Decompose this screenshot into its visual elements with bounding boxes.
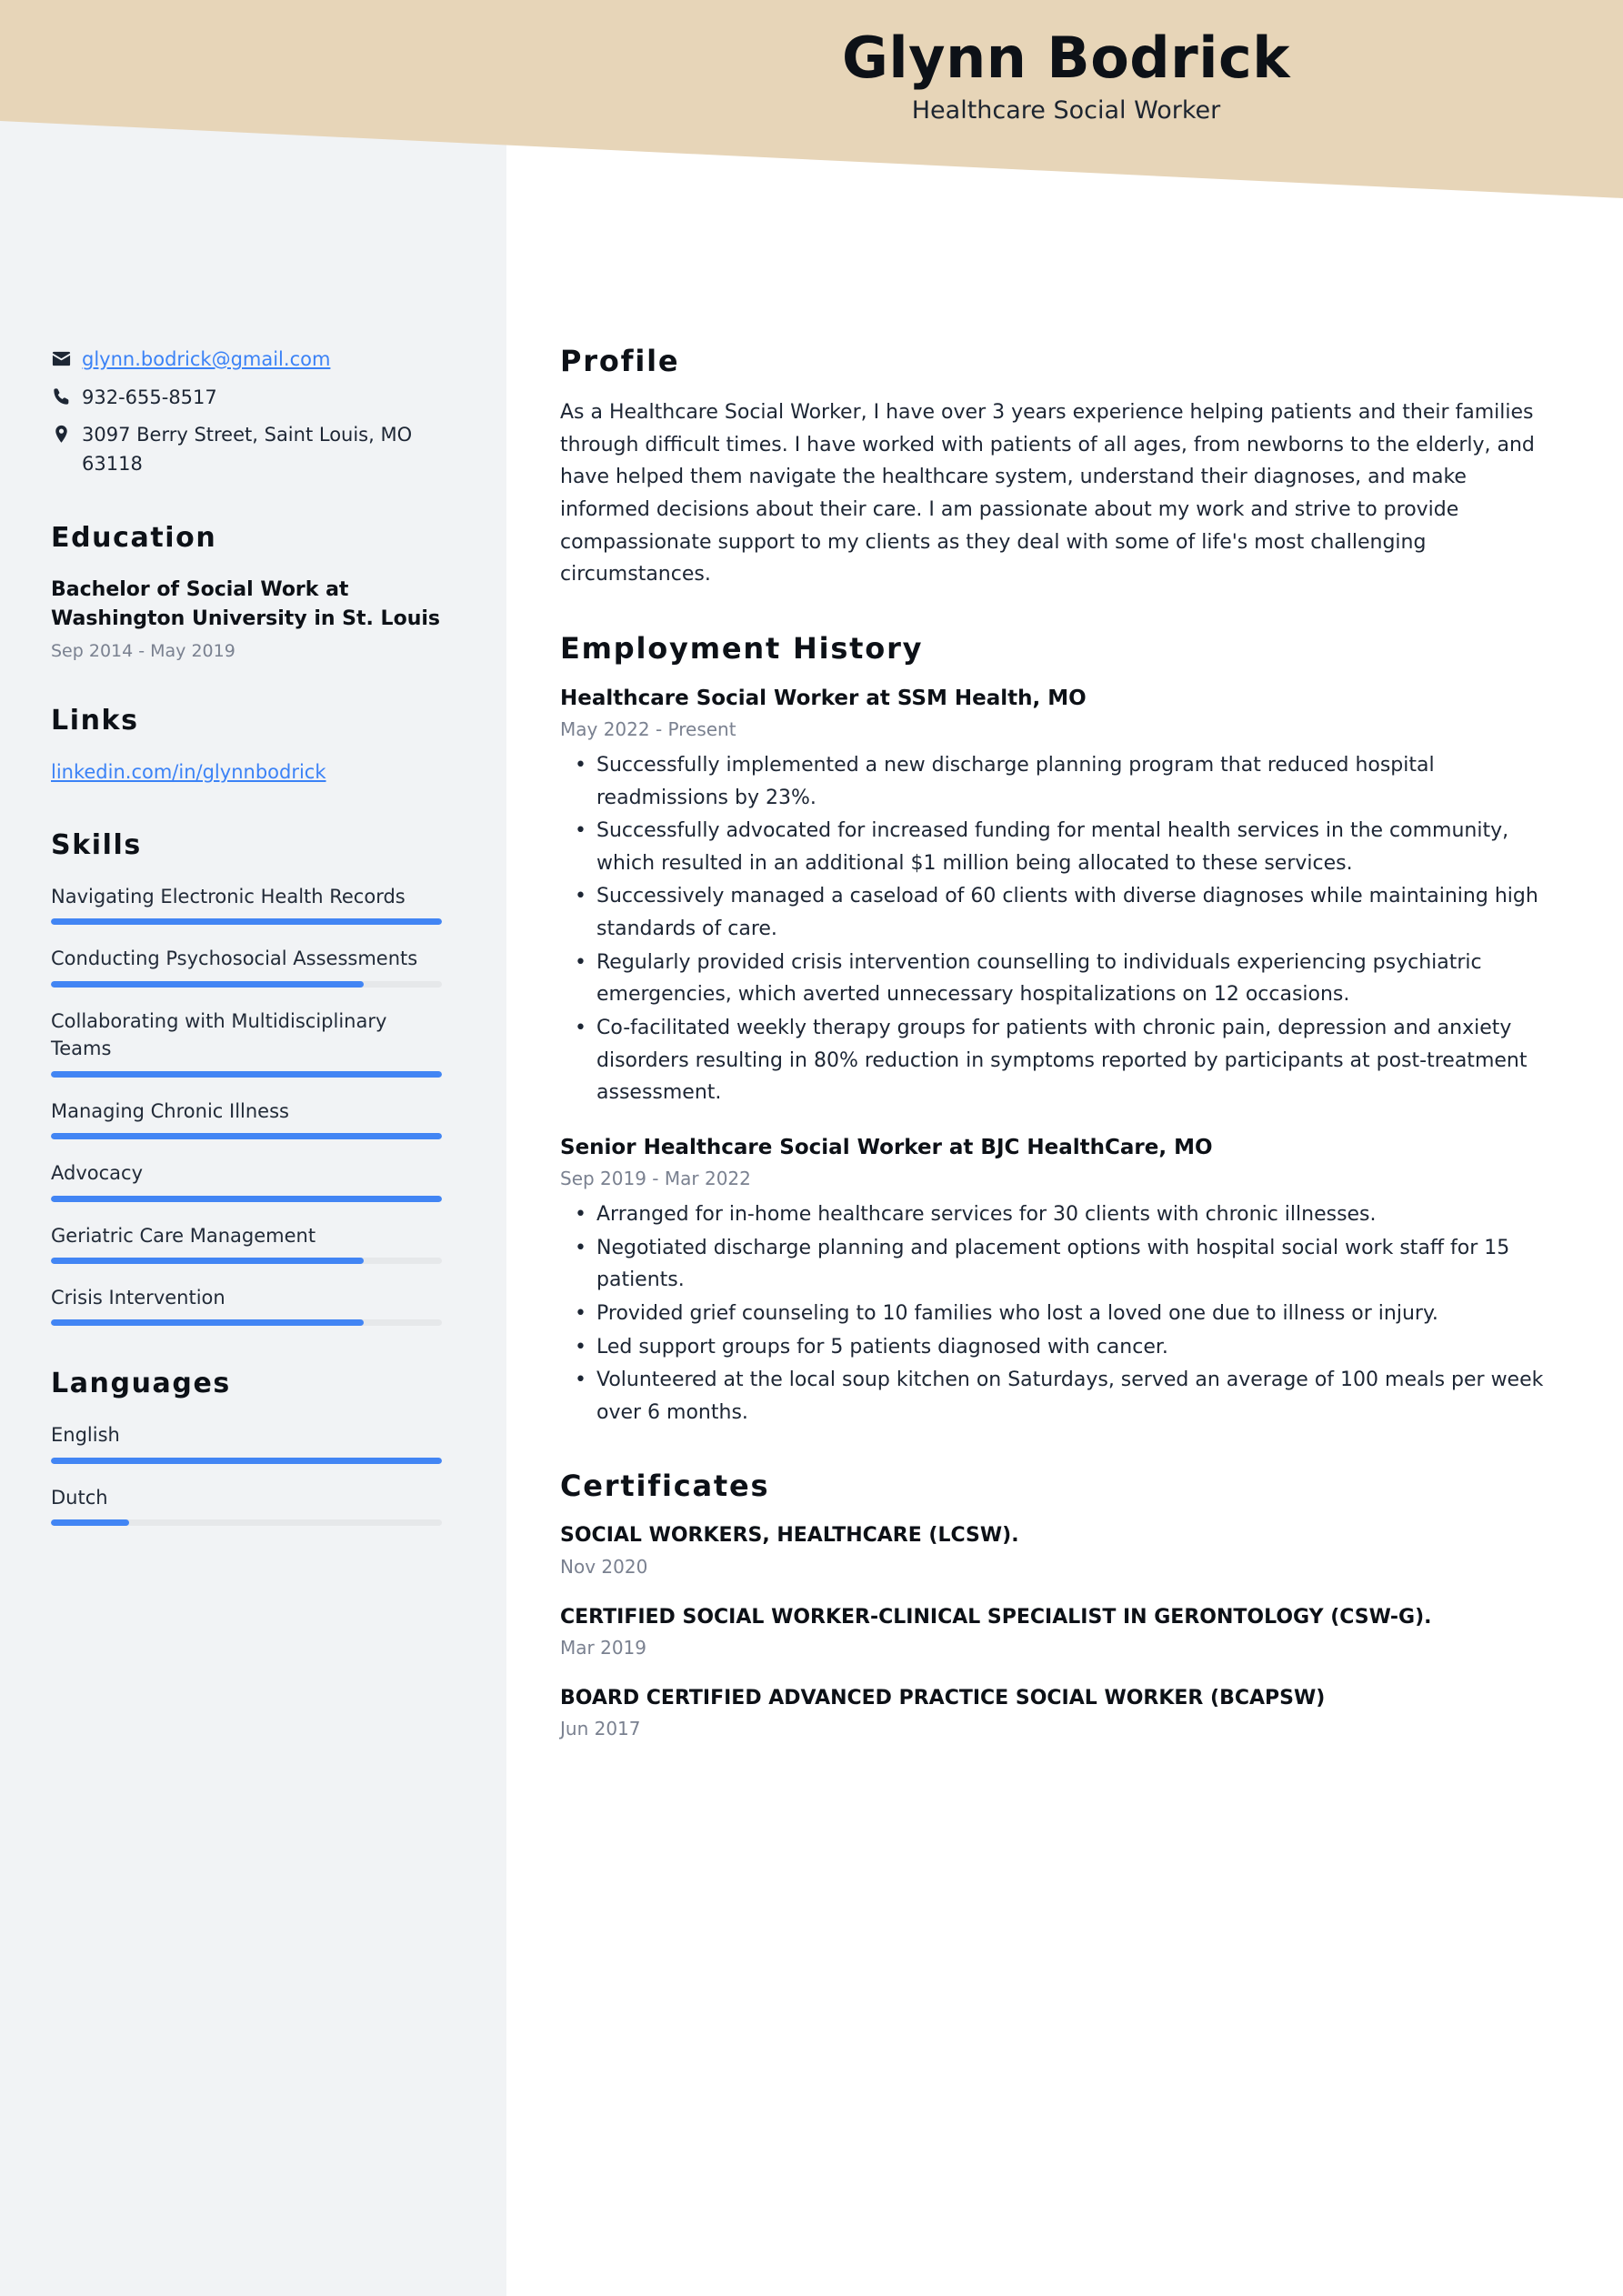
certificates-heading: Certificates	[560, 1469, 770, 1504]
employment-heading: Employment History	[560, 630, 924, 666]
skill-bar-fill	[51, 918, 442, 925]
certificate-name: CERTIFIED SOCIAL WORKER-CLINICAL SPECIALIST IN GERONTOLOGY (CSW-G).	[560, 1605, 1432, 1629]
language-label: Dutch	[51, 1486, 108, 1509]
links-section	[51, 705, 442, 787]
job-bullet: • Successfully advocated for increased funding for mental health services in the community, which resulted in an additional $1 million being allocated to these services.	[596, 815, 1560, 879]
education-degree: Bachelor of Social Work at Washington University in St. Louis	[51, 578, 440, 630]
skill-bar-fill	[51, 1133, 442, 1139]
envelope-icon	[51, 346, 82, 369]
skill-item	[51, 883, 442, 925]
link-item-linkedin[interactable]: linkedin.com/in/glynnbodrick	[51, 761, 326, 784]
sidebar	[0, 0, 506, 2296]
certificate-date: Nov 2020	[560, 1555, 648, 1578]
skill-label: Crisis Intervention	[51, 1286, 225, 1308]
job-bullet: • Provided grief counseling to 10 families who lost a loved one due to illness or injury.	[596, 1298, 1560, 1330]
education-section	[51, 522, 442, 663]
address-value: 3097 Berry Street, Saint Louis, MO 63118	[82, 424, 413, 475]
language-item	[51, 1421, 442, 1463]
phone-value: 932-655-8517	[82, 386, 217, 408]
skill-bar-fill	[51, 1071, 442, 1078]
certificate-entry	[560, 1521, 1560, 1579]
languages-section	[51, 1368, 442, 1526]
skill-item	[51, 1008, 442, 1078]
languages-list	[51, 1421, 442, 1526]
language-bar-fill	[51, 1458, 442, 1464]
certificate-date: Mar 2019	[560, 1636, 646, 1659]
education-item	[51, 576, 442, 663]
job-bullet: • Arranged for in-home healthcare services for 30 clients with chronic illnesses.	[596, 1198, 1560, 1231]
certificate-entry	[560, 1603, 1560, 1660]
job-bullet-list	[560, 749, 1560, 1109]
certificate-name: BOARD CERTIFIED ADVANCED PRACTICE SOCIAL WORKER (BCAPSW)	[560, 1686, 1326, 1709]
education-heading: Education	[51, 522, 217, 554]
contact-item-address	[51, 421, 442, 478]
job-role: Healthcare Social Worker at SSM Health, MO	[560, 686, 1087, 710]
profile-heading: Profile	[560, 344, 680, 378]
job-bullet-list	[560, 1198, 1560, 1429]
certificate-name: SOCIAL WORKERS, HEALTHCARE (LCSW).	[560, 1524, 1019, 1548]
language-item	[51, 1484, 442, 1526]
skill-item	[51, 945, 442, 987]
certificates-list	[560, 1521, 1560, 1741]
skill-label: Managing Chronic Illness	[51, 1099, 289, 1122]
header-subtitle: Healthcare Social Worker	[911, 96, 1221, 125]
skill-bar-track	[51, 1133, 442, 1139]
certificate-date: Jun 2017	[560, 1718, 641, 1740]
profile-section	[560, 344, 1560, 591]
skill-label: Geriatric Care Management	[51, 1224, 316, 1247]
skill-item	[51, 1284, 442, 1326]
skill-label: Collaborating with Multidisciplinary Teams	[51, 1009, 387, 1060]
contact-item-phone	[51, 384, 442, 413]
skill-item	[51, 1098, 442, 1139]
skill-bar-track	[51, 1196, 442, 1202]
main-content	[560, 0, 1560, 1781]
job-bullet: • Successively managed a caseload of 60 clients with diverse diagnoses while maintaining high standards of care.	[596, 880, 1560, 945]
profile-text: As a Healthcare Social Worker, I have over 3 years experience helping patients and their families through difficult times. I have worked with patients of all ages, from newborns to the elderly, and have helped them navigate the healthcare system, understand their diagnoses, and make informed decisions about their care. I am passionate about my work and strive to provide compassionate support to my clients as they deal with some of life's most challenging circumstances.	[560, 401, 1535, 587]
contact-item-email[interactable]	[51, 346, 442, 375]
job-bullet: • Co-facilitated weekly therapy groups for patients with chronic pain, depression and anxiety disorders resulting in 80% reduction in symptoms reported by participants at post-treatment assessment.	[596, 1012, 1560, 1109]
skill-bar-track	[51, 1319, 442, 1326]
skill-bar-fill	[51, 1319, 364, 1326]
contact-list	[51, 346, 442, 478]
skill-item	[51, 1159, 442, 1201]
jobs-list	[560, 684, 1560, 1429]
skill-bar-track	[51, 1071, 442, 1078]
language-bar-track	[51, 1519, 442, 1526]
phone-icon	[51, 384, 82, 407]
employment-section	[560, 631, 1560, 1429]
skill-bar-fill	[51, 1258, 364, 1264]
page-title: Glynn Bodrick	[842, 25, 1290, 91]
languages-heading: Languages	[51, 1368, 231, 1400]
certificate-entry	[560, 1684, 1560, 1741]
certificates-section	[560, 1469, 1560, 1741]
links-heading: Links	[51, 705, 139, 737]
skill-item	[51, 1222, 442, 1264]
skill-label: Navigating Electronic Health Records	[51, 885, 406, 907]
map-pin-icon	[51, 421, 82, 445]
skill-bar-fill	[51, 981, 364, 988]
job-role: Senior Healthcare Social Worker at BJC HealthCare, MO	[560, 1135, 1213, 1159]
skills-section	[51, 829, 442, 1327]
skill-bar-fill	[51, 1196, 442, 1202]
job-entry	[560, 1133, 1560, 1429]
job-bullet: • Led support groups for 5 patients diagnosed with cancer.	[596, 1331, 1560, 1364]
language-bar-track	[51, 1458, 442, 1464]
skill-label: Advocacy	[51, 1162, 143, 1185]
header-text-block	[509, 27, 1623, 126]
skill-bar-track	[51, 981, 442, 988]
job-date: Sep 2019 - Mar 2022	[560, 1168, 751, 1189]
job-bullet: • Successfully implemented a new discharge planning program that reduced hospital readmissions by 23%.	[596, 749, 1560, 814]
skill-label: Conducting Psychosocial Assessments	[51, 947, 418, 970]
job-bullet: • Regularly provided crisis intervention counselling to individuals experiencing psychiatric emergencies, which averted unnecessary hospitalizations on 12 occasions.	[596, 947, 1560, 1011]
language-bar-fill	[51, 1519, 129, 1526]
job-date: May 2022 - Present	[560, 717, 736, 740]
education-date: Sep 2014 - May 2019	[51, 640, 235, 661]
language-label: English	[51, 1424, 120, 1447]
skill-bar-track	[51, 1258, 442, 1264]
job-entry	[560, 684, 1560, 1109]
job-bullet: • Negotiated discharge planning and placement options with hospital social work staff for 15 patients.	[596, 1232, 1560, 1297]
skills-heading: Skills	[51, 828, 142, 861]
skills-list	[51, 883, 442, 1327]
email-value[interactable]: glynn.bodrick@gmail.com	[82, 348, 331, 370]
skill-bar-track	[51, 918, 442, 925]
job-bullet: • Volunteered at the local soup kitchen on Saturdays, served an average of 100 meals per week over 6 months.	[596, 1364, 1560, 1429]
